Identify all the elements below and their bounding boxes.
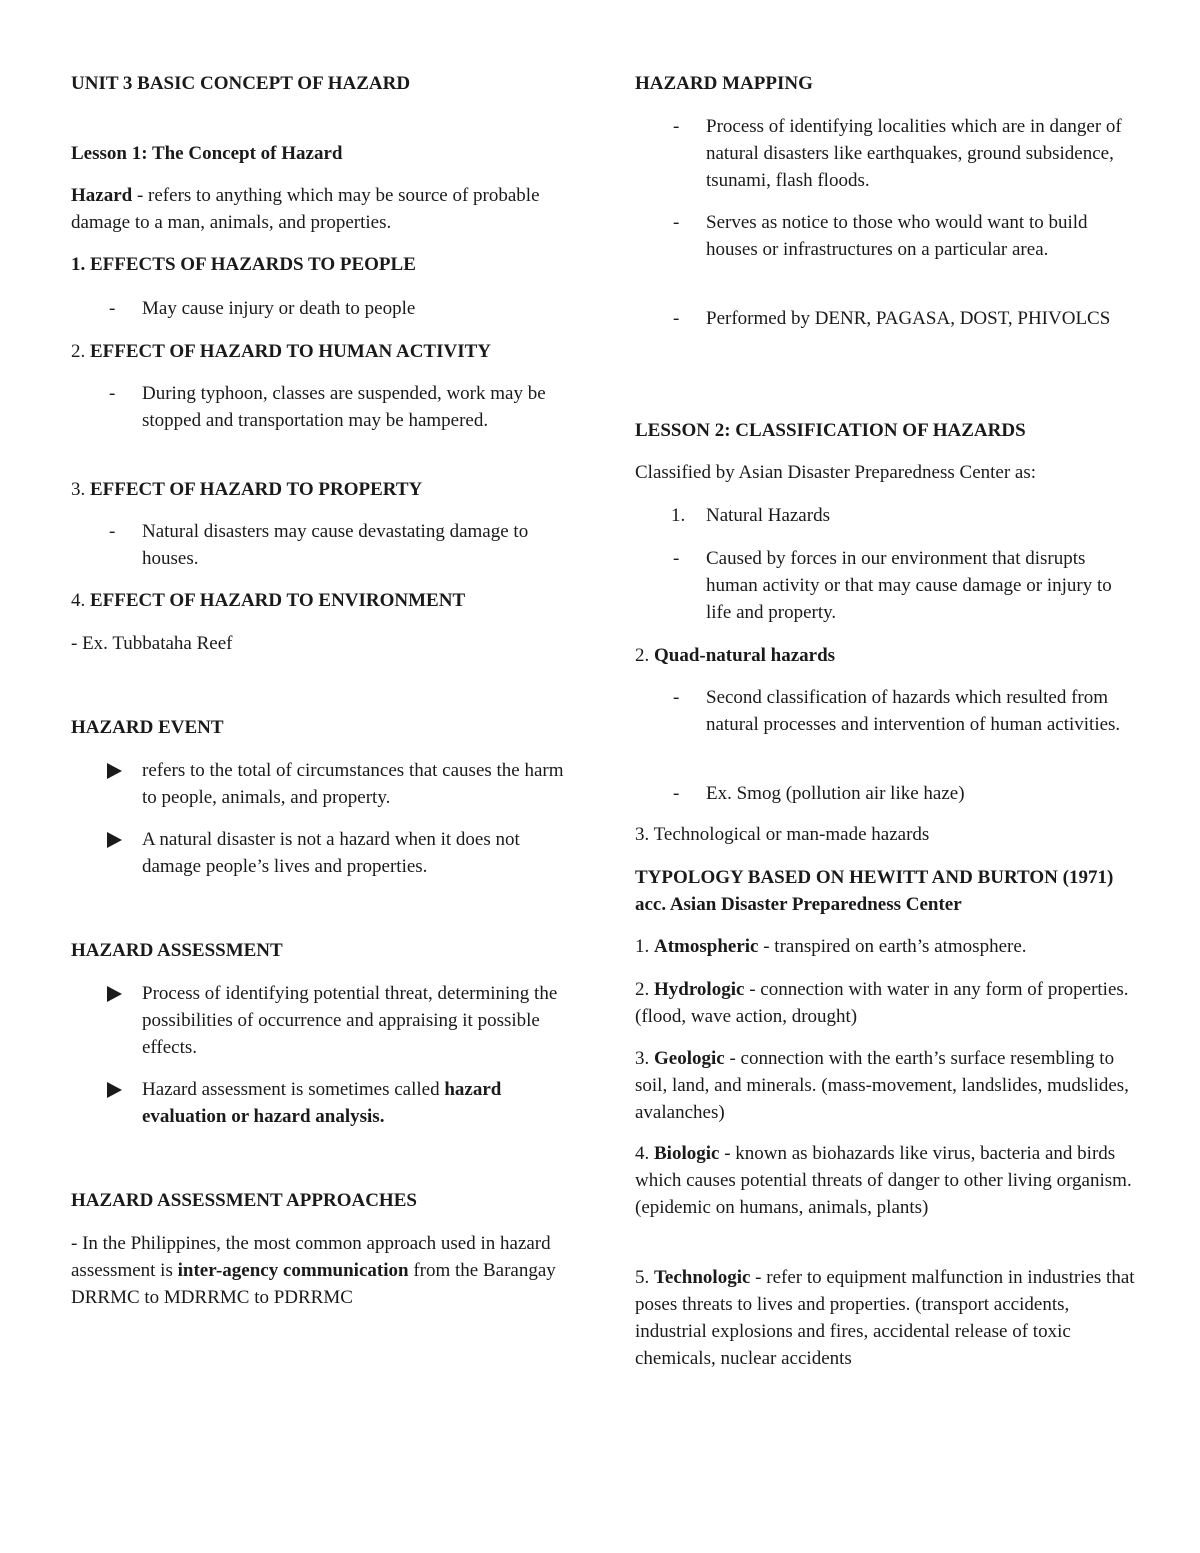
lesson2-intro: Classified by Asian Disaster Preparedness Center as: <box>635 462 1037 483</box>
bullet-text-plain: Hazard assessment is sometimes called <box>142 1079 445 1100</box>
mapping-bullet <box>635 113 1135 194</box>
dash-marker: - <box>673 116 680 137</box>
arrow-bullet-icon <box>107 832 122 848</box>
typology-number: 2. <box>635 979 654 1000</box>
effect-bullet-property <box>71 518 566 572</box>
effect-number: 2. <box>71 341 90 362</box>
typology-term: Atmospheric <box>654 936 759 957</box>
dash-marker: - <box>673 783 680 804</box>
lesson2-heading: LESSON 2: CLASSIFICATION OF HAZARDS <box>635 420 1026 441</box>
classification-item-natural <box>635 502 1135 529</box>
typology-number: 5. <box>635 1267 654 1288</box>
item-label: Natural Hazards <box>706 505 830 526</box>
effect-heading-text: EFFECT OF HAZARD TO PROPERTY <box>90 479 423 500</box>
typology-number: 4. <box>635 1143 654 1164</box>
bullet-text <box>142 1076 566 1130</box>
effect-heading-text: EFFECT OF HAZARD TO ENVIRONMENT <box>90 590 466 611</box>
approaches-heading: HAZARD ASSESSMENT APPROACHES <box>71 1190 417 1211</box>
hazard-assessment-bullet <box>71 980 566 1061</box>
hazard-event-bullet <box>71 826 566 880</box>
typology-term: Technologic <box>654 1267 751 1288</box>
typology-text: - transpired on earth’s atmosphere. <box>758 936 1027 957</box>
mapping-bullet <box>635 305 1135 332</box>
natural-hazards-bullet <box>635 545 1135 626</box>
environment-example: - Ex. Tubbataha Reef <box>71 633 233 654</box>
quad-natural-bullet <box>635 780 1135 807</box>
typology-item-biologic <box>635 1140 1135 1221</box>
bullet-text: Second classification of hazards which resulted from natural processes and intervention of human activities. <box>706 687 1121 735</box>
dash-marker: - <box>109 383 116 404</box>
approaches-text-bold: inter-agency communication <box>177 1260 409 1281</box>
unit-title: UNIT 3 BASIC CONCEPT OF HAZARD <box>71 73 411 94</box>
arrow-bullet-icon <box>107 763 122 779</box>
effect-bullet-people <box>71 295 566 322</box>
typology-text: - connection with water in any form of properties. (flood, wave action, drought) <box>635 979 1129 1027</box>
dash-marker: - <box>673 212 680 233</box>
item-label: Quad-natural hazards <box>654 645 836 666</box>
typology-number: 3. <box>635 1048 654 1069</box>
typology-item-technologic <box>635 1264 1135 1372</box>
effect-number: 4. <box>71 590 90 611</box>
effect-heading-environment <box>71 587 566 614</box>
bullet-text: Process of identifying localities which are in danger of natural disasters like earthquakes, ground subsidence, tsunami, flash floods. <box>706 116 1122 191</box>
classification-item-technological: 3. Technological or man-made hazards <box>635 824 930 845</box>
typology-text: - known as biohazards like virus, bacteria and birds which causes potential threats of danger to other living organism. (epidemic on humans, animals, plants) <box>635 1143 1132 1218</box>
typology-heading: TYPOLOGY BASED ON HEWITT AND BURTON (1971) acc. Asian Disaster Preparedness Center <box>635 867 1114 915</box>
item-number: 1. <box>671 505 686 526</box>
dash-marker: - <box>673 308 680 329</box>
typology-item-geologic <box>635 1045 1135 1126</box>
effect-number: 3. <box>71 479 90 500</box>
hazard-assessment-heading: HAZARD ASSESSMENT <box>71 940 283 961</box>
quad-natural-bullet <box>635 684 1135 738</box>
item-number: 2. <box>635 645 654 666</box>
classification-item-quad-natural <box>635 642 1135 669</box>
hazard-assessment-bullet <box>71 1076 566 1130</box>
arrow-bullet-icon <box>107 986 122 1002</box>
arrow-bullet-icon <box>107 1082 122 1098</box>
hazard-event-heading: HAZARD EVENT <box>71 717 224 738</box>
dash-marker: - <box>673 548 680 569</box>
bullet-text: A natural disaster is not a hazard when it does not damage people’s lives and properties. <box>142 829 520 877</box>
typology-text: - connection with the earth’s surface resembling to soil, land, and minerals. (mass-movement, landslides, mudslides, avalanches) <box>635 1048 1129 1123</box>
hazard-event-bullet <box>71 757 566 811</box>
bullet-text: Natural disasters may cause devastating damage to houses. <box>142 521 529 569</box>
dash-marker: - <box>673 687 680 708</box>
typology-term: Hydrologic <box>654 979 745 1000</box>
mapping-bullet <box>635 209 1135 263</box>
bullet-text: refers to the total of circumstances that causes the harm to people, animals, and property. <box>142 760 564 808</box>
dash-marker: - <box>109 298 116 319</box>
bullet-text: Caused by forces in our environment that disrupts human activity or that may cause damage or injury to life and property. <box>706 548 1112 623</box>
typology-text: - refer to equipment malfunction in industries that poses threats to lives and properties. (transport accidents, industrial explosions and fires, accidental release of toxic chemicals, nuclear accidents <box>635 1267 1135 1369</box>
lesson1-title: Lesson 1: The Concept of Hazard <box>71 143 343 164</box>
hazard-mapping-heading: HAZARD MAPPING <box>635 73 813 94</box>
effect-heading-property <box>71 476 566 503</box>
effect-heading-text: EFFECT OF HAZARD TO HUMAN ACTIVITY <box>90 341 491 362</box>
typology-number: 1. <box>635 936 654 957</box>
bullet-text: Performed by DENR, PAGASA, DOST, PHIVOLCS <box>706 308 1111 329</box>
dash-marker: - <box>109 521 116 542</box>
typology-term: Geologic <box>654 1048 725 1069</box>
approaches-text-post: from the Barangay DRRMC to MDRRMC to PDRRMC <box>71 1260 556 1308</box>
typology-term: Biologic <box>654 1143 720 1164</box>
effect-heading-activity <box>71 338 566 365</box>
bullet-text: May cause injury or death to people <box>142 298 416 319</box>
hazard-term: Hazard <box>71 185 133 206</box>
approaches-text <box>71 1230 566 1311</box>
hazard-definition <box>71 182 566 236</box>
bullet-text: During typhoon, classes are suspended, work may be stopped and transportation may be hampered. <box>142 383 546 431</box>
typology-item-hydrologic <box>635 976 1135 1030</box>
approaches-text-pre: - In the Philippines, the most common approach used in hazard assessment is <box>71 1233 551 1281</box>
effect-heading-people: 1. EFFECTS OF HAZARDS TO PEOPLE <box>71 254 416 275</box>
bullet-text: Process of identifying potential threat, determining the possibilities of occurrence and appraising it possible effects. <box>142 983 558 1058</box>
bullet-text: Serves as notice to those who would want to build houses or infrastructures on a particular area. <box>706 212 1088 260</box>
effect-bullet-activity <box>71 380 566 434</box>
bullet-text: Ex. Smog (pollution air like haze) <box>706 783 965 804</box>
bullet-text-bold: hazard evaluation or hazard analysis. <box>142 1079 502 1127</box>
hazard-definition-text: - refers to anything which may be source of probable damage to a man, animals, and properties. <box>71 185 540 233</box>
typology-item-atmospheric <box>635 933 1135 960</box>
